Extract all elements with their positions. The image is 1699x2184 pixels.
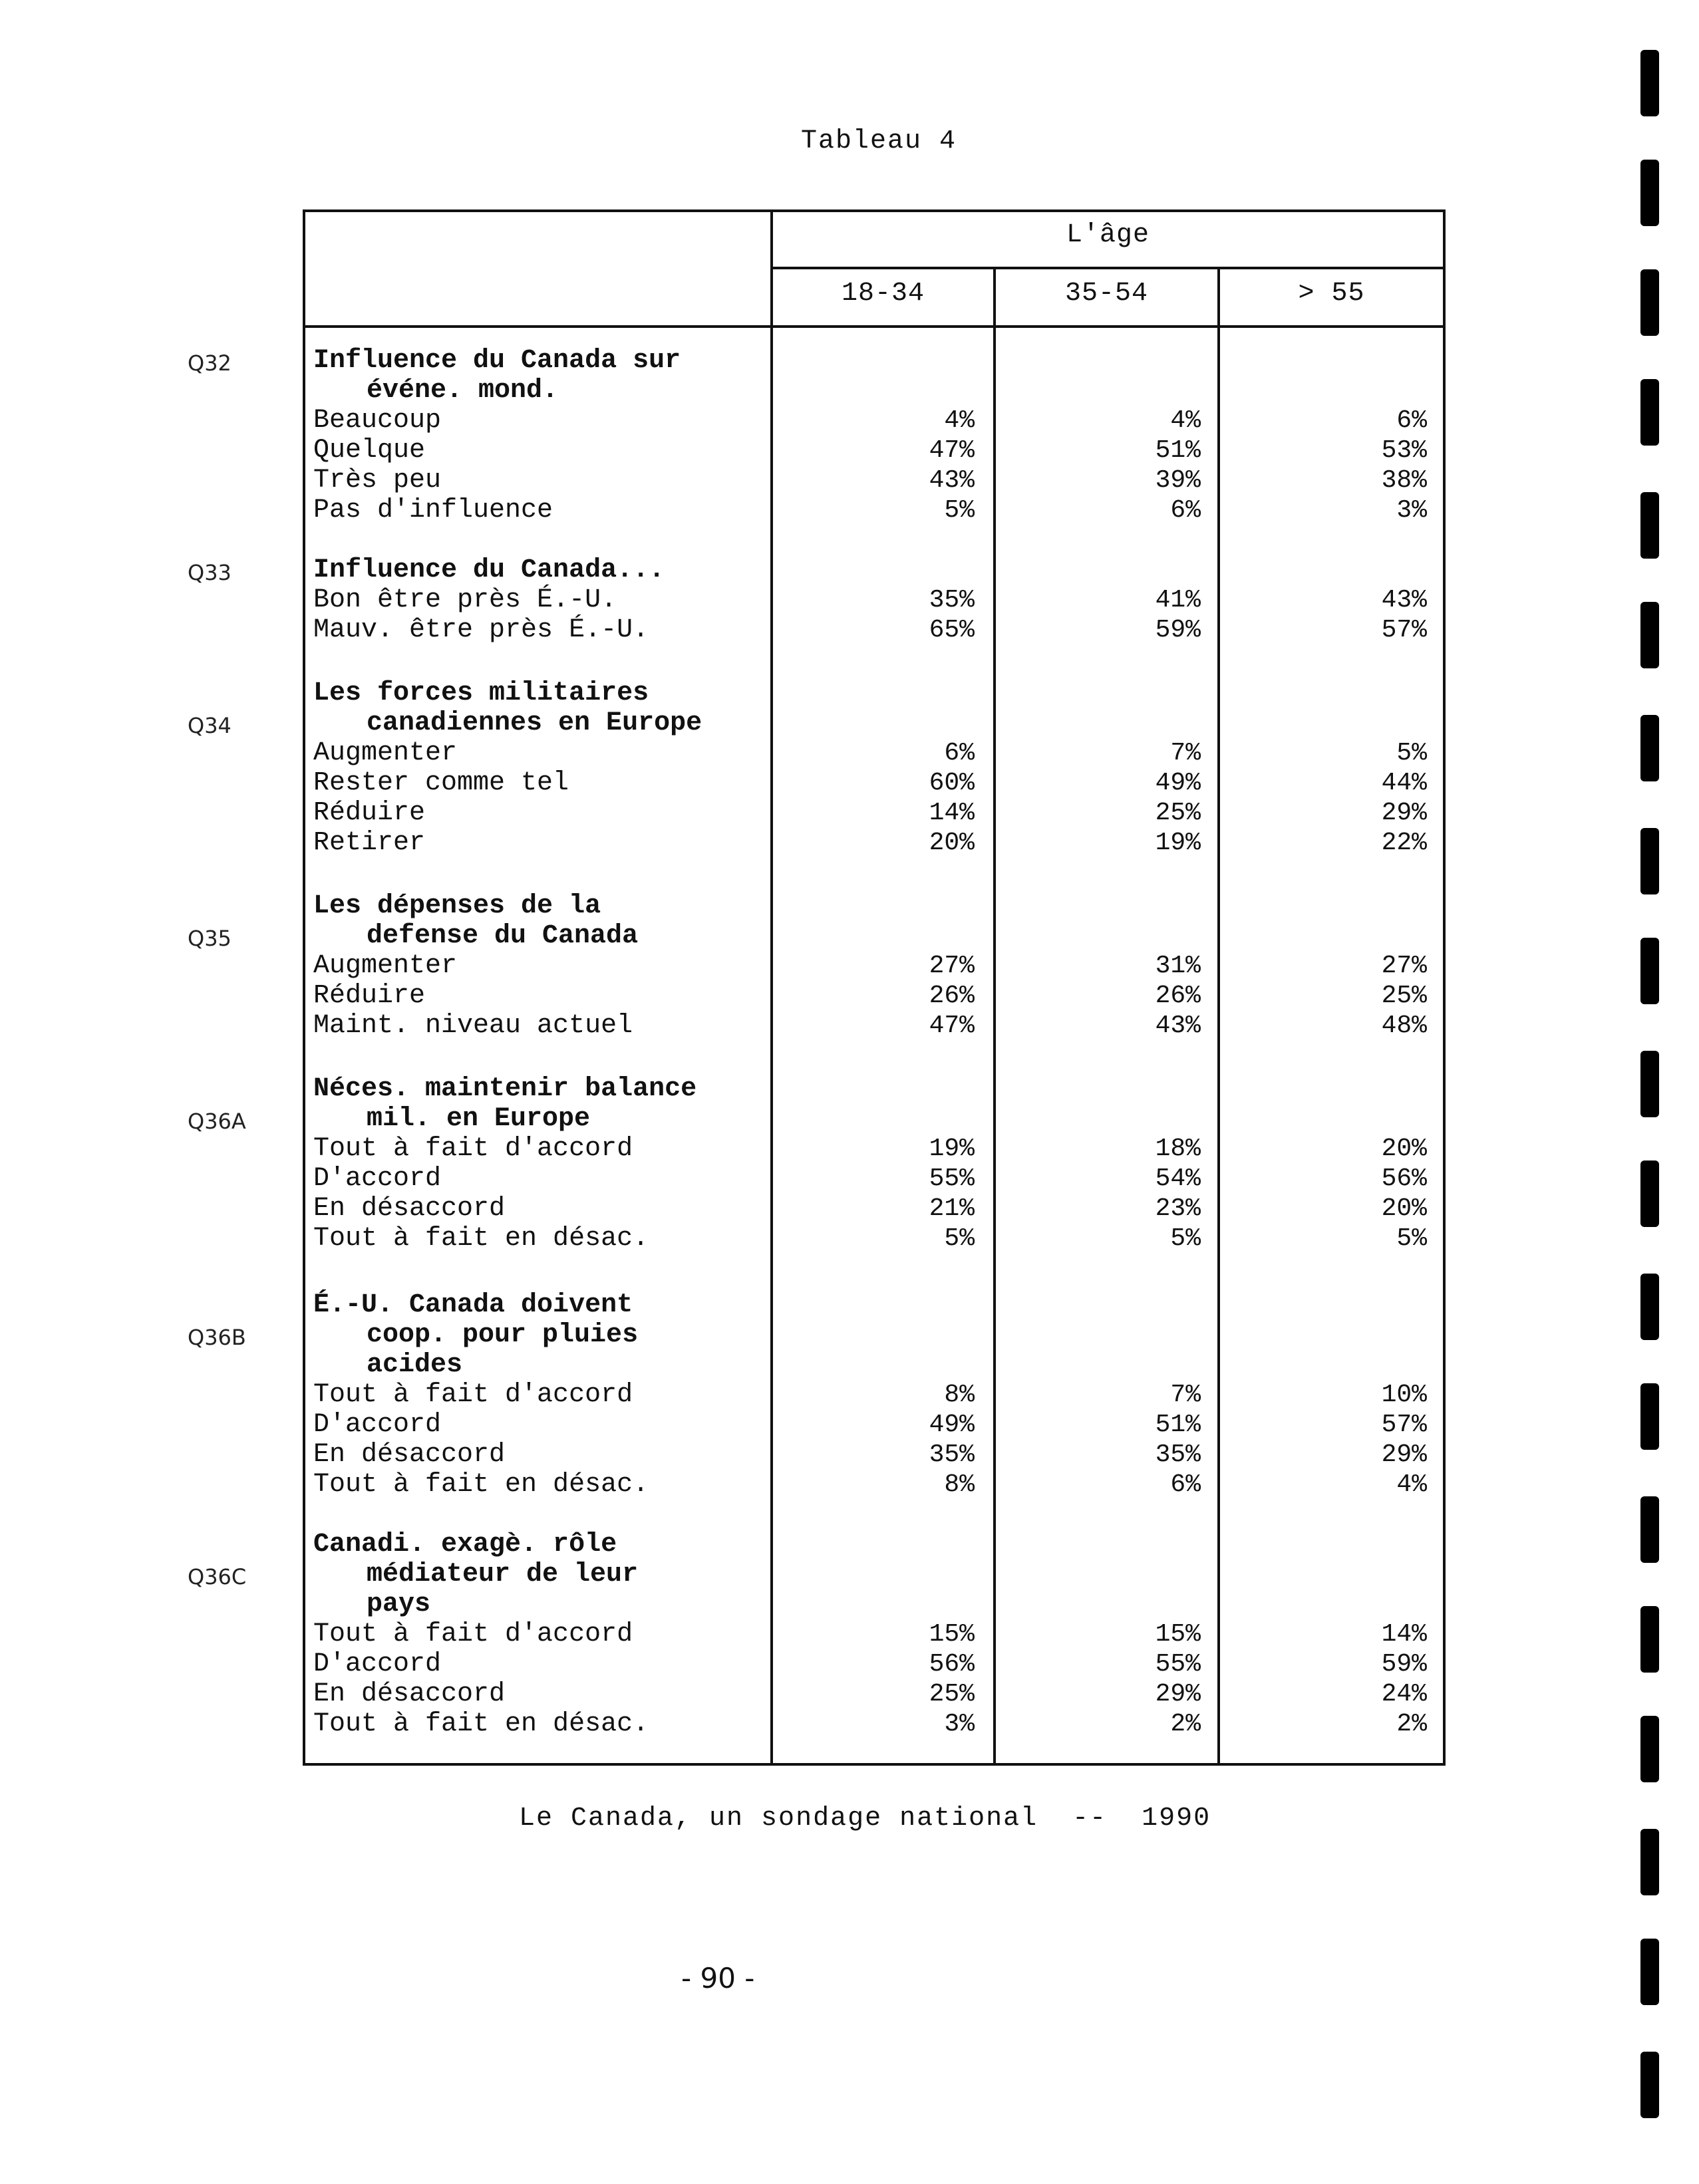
binding-hole-mark bbox=[1640, 1939, 1659, 2005]
row-label: Tout à fait d'accord bbox=[313, 1134, 633, 1164]
table-cell-value: 41% bbox=[1155, 586, 1201, 614]
question-label: Q36A bbox=[188, 1109, 246, 1134]
binding-hole-mark bbox=[1640, 160, 1659, 226]
table-cell-value: 54% bbox=[1155, 1164, 1201, 1193]
binding-hole-mark bbox=[1640, 492, 1659, 559]
table-cell-value: 18% bbox=[1155, 1135, 1201, 1163]
table-cell-value: 35% bbox=[929, 1440, 975, 1469]
table-cell-value: 6% bbox=[1170, 496, 1201, 525]
question-label: Q32 bbox=[188, 350, 232, 376]
table-cell-value: 5% bbox=[1396, 739, 1427, 767]
table-cell-value: 6% bbox=[944, 739, 975, 767]
value-column-1 bbox=[1068, 738, 1201, 858]
age-group-header: L'âge bbox=[1066, 220, 1150, 250]
page-number: - 90 - bbox=[681, 1962, 755, 1994]
row-label: Tout à fait d'accord bbox=[313, 1619, 633, 1649]
table-cell-value: 25% bbox=[929, 1680, 975, 1708]
row-label: Très peu bbox=[313, 466, 442, 495]
row-label: Beaucoup bbox=[313, 406, 442, 436]
table-cell-value: 4% bbox=[944, 406, 975, 435]
table-cell-value: 3% bbox=[1396, 496, 1427, 525]
section-heading: Les forces militaires bbox=[313, 678, 649, 708]
table-cell-value: 55% bbox=[1155, 1650, 1201, 1679]
value-column-0 bbox=[842, 1619, 975, 1739]
question-label: Q33 bbox=[188, 560, 232, 585]
table-cell-value: 6% bbox=[1170, 1470, 1201, 1499]
value-column-0 bbox=[842, 1134, 975, 1254]
table-cell-value: 47% bbox=[929, 1012, 975, 1040]
table-cell-value: 49% bbox=[929, 1411, 975, 1439]
binding-hole-mark bbox=[1640, 1383, 1659, 1450]
section-heading: Influence du Canada... bbox=[313, 555, 665, 585]
value-column-0 bbox=[842, 406, 975, 525]
table-cell-value: 59% bbox=[1155, 616, 1201, 644]
table-cell-value: 56% bbox=[929, 1650, 975, 1679]
binding-hole-mark bbox=[1640, 1716, 1659, 1782]
section-heading: Néces. maintenir balance bbox=[313, 1074, 697, 1104]
row-label: D'accord bbox=[313, 1164, 442, 1194]
row-label: D'accord bbox=[313, 1410, 442, 1440]
row-label: Rester comme tel bbox=[313, 768, 569, 798]
table-cell-value: 3% bbox=[944, 1710, 975, 1738]
binding-hole-mark bbox=[1640, 715, 1659, 781]
row-label: En désaccord bbox=[313, 1679, 506, 1709]
table-cell-value: 25% bbox=[1381, 982, 1427, 1010]
row-label: Mauv. être près É.-U. bbox=[313, 615, 649, 645]
section-heading: Canadi. exagè. rôle bbox=[313, 1530, 617, 1560]
table-cell-value: 27% bbox=[929, 952, 975, 980]
row-label: Tout à fait en désac. bbox=[313, 1224, 649, 1254]
table-cell-value: 26% bbox=[1155, 982, 1201, 1010]
table-cell-value: 25% bbox=[1155, 799, 1201, 827]
row-label: Maint. niveau actuel bbox=[313, 1011, 633, 1041]
row-label: En désaccord bbox=[313, 1440, 506, 1470]
value-column-1 bbox=[1068, 951, 1201, 1041]
table-cell-value: 19% bbox=[929, 1135, 975, 1163]
binding-hole-mark bbox=[1640, 1496, 1659, 1563]
table-cell-value: 4% bbox=[1170, 406, 1201, 435]
section-heading: canadiennes en Europe bbox=[367, 708, 702, 738]
binding-hole-mark bbox=[1640, 1606, 1659, 1673]
table-cell-value: 7% bbox=[1170, 739, 1201, 767]
table-cell-value: 4% bbox=[1396, 1470, 1427, 1499]
table-cell-value: 56% bbox=[1381, 1164, 1427, 1193]
value-column-2 bbox=[1294, 1380, 1427, 1500]
value-column-2 bbox=[1294, 1134, 1427, 1254]
footer-source: Le Canada, un sondage national -- 1990 bbox=[519, 1804, 1211, 1834]
table-cell-value: 10% bbox=[1381, 1381, 1427, 1409]
table-cell-value: 43% bbox=[1155, 1012, 1201, 1040]
table-cell-value: 29% bbox=[1381, 1440, 1427, 1469]
value-column-0 bbox=[842, 951, 975, 1041]
section-heading: Influence du Canada sur bbox=[313, 346, 681, 376]
table-cell-value: 5% bbox=[944, 1224, 975, 1253]
value-column-2 bbox=[1294, 585, 1427, 645]
row-label: Bon être près É.-U. bbox=[313, 585, 617, 615]
table-cell-value: 8% bbox=[944, 1381, 975, 1409]
table-cell-value: 8% bbox=[944, 1470, 975, 1499]
binding-hole-mark bbox=[1640, 1051, 1659, 1117]
value-column-0 bbox=[842, 585, 975, 645]
table-cell-value: 20% bbox=[1381, 1135, 1427, 1163]
row-label: Tout à fait en désac. bbox=[313, 1709, 649, 1739]
table-cell-value: 15% bbox=[1155, 1620, 1201, 1649]
column-header-18-34: 18-34 bbox=[841, 279, 925, 309]
question-label: Q34 bbox=[188, 713, 232, 738]
table-cell-value: 51% bbox=[1155, 436, 1201, 465]
section-heading: mil. en Europe bbox=[367, 1104, 591, 1134]
row-label: D'accord bbox=[313, 1649, 442, 1679]
binding-hole-mark bbox=[1640, 828, 1659, 894]
row-label: En désaccord bbox=[313, 1194, 506, 1224]
section-heading: pays bbox=[367, 1589, 431, 1619]
question-label: Q36B bbox=[188, 1325, 246, 1350]
binding-hole-mark bbox=[1640, 379, 1659, 446]
table-cell-value: 43% bbox=[1381, 586, 1427, 614]
value-column-1 bbox=[1068, 1619, 1201, 1739]
table-cell-value: 23% bbox=[1155, 1194, 1201, 1223]
binding-hole-mark bbox=[1640, 269, 1659, 336]
table-cell-value: 2% bbox=[1170, 1710, 1201, 1738]
table-cell-value: 65% bbox=[929, 616, 975, 644]
binding-hole-mark bbox=[1640, 1829, 1659, 1895]
section-heading: événe. mond. bbox=[367, 376, 559, 406]
section-heading: É.-U. Canada doivent bbox=[313, 1290, 633, 1320]
table-cell-value: 29% bbox=[1381, 799, 1427, 827]
row-label: Pas d'influence bbox=[313, 495, 553, 525]
table-cell-value: 24% bbox=[1381, 1680, 1427, 1708]
table-cell-value: 31% bbox=[1155, 952, 1201, 980]
value-column-1 bbox=[1068, 406, 1201, 525]
row-label: Augmenter bbox=[313, 951, 458, 981]
binding-hole-mark bbox=[1640, 1160, 1659, 1227]
binding-hole-mark bbox=[1640, 50, 1659, 116]
section-heading: defense du Canada bbox=[367, 921, 639, 951]
binding-hole-mark bbox=[1640, 602, 1659, 668]
section-heading: Les dépenses de la bbox=[313, 891, 601, 921]
value-column-2 bbox=[1294, 1619, 1427, 1739]
row-label: Quelque bbox=[313, 436, 426, 466]
table-cell-value: 44% bbox=[1381, 769, 1427, 797]
divider-col-2 bbox=[1217, 267, 1220, 1766]
row-label: Retirer bbox=[313, 828, 426, 858]
question-label: Q35 bbox=[188, 926, 232, 951]
table-cell-value: 55% bbox=[929, 1164, 975, 1193]
table-cell-value: 27% bbox=[1381, 952, 1427, 980]
table-title: Tableau 4 bbox=[801, 126, 957, 156]
table-cell-value: 53% bbox=[1381, 436, 1427, 465]
value-column-1 bbox=[1068, 585, 1201, 645]
table-cell-value: 20% bbox=[1381, 1194, 1427, 1223]
table-cell-value: 21% bbox=[929, 1194, 975, 1223]
table-cell-value: 29% bbox=[1155, 1680, 1201, 1708]
table-cell-value: 57% bbox=[1381, 616, 1427, 644]
value-column-1 bbox=[1068, 1380, 1201, 1500]
table-cell-value: 51% bbox=[1155, 1411, 1201, 1439]
table-cell-value: 5% bbox=[1170, 1224, 1201, 1253]
value-column-2 bbox=[1294, 738, 1427, 858]
table-cell-value: 7% bbox=[1170, 1381, 1201, 1409]
table-cell-value: 19% bbox=[1155, 829, 1201, 857]
table-cell-value: 5% bbox=[944, 496, 975, 525]
column-header-35-54: 35-54 bbox=[1064, 279, 1149, 309]
table-cell-value: 47% bbox=[929, 436, 975, 465]
binding-hole-mark bbox=[1640, 938, 1659, 1004]
table-cell-value: 15% bbox=[929, 1620, 975, 1649]
section-heading: acides bbox=[367, 1350, 463, 1380]
header-bottom-line bbox=[303, 325, 1446, 328]
table-cell-value: 59% bbox=[1381, 1650, 1427, 1679]
section-heading: coop. pour pluies bbox=[367, 1320, 639, 1350]
value-column-2 bbox=[1294, 406, 1427, 525]
table-cell-value: 14% bbox=[929, 799, 975, 827]
table-cell-value: 39% bbox=[1155, 466, 1201, 495]
header-divider bbox=[770, 267, 1446, 269]
data-table bbox=[303, 209, 1446, 1766]
row-label: Réduire bbox=[313, 798, 426, 828]
row-label: Augmenter bbox=[313, 738, 458, 768]
value-column-1 bbox=[1068, 1134, 1201, 1254]
table-cell-value: 14% bbox=[1381, 1620, 1427, 1649]
table-cell-value: 38% bbox=[1381, 466, 1427, 495]
column-header-55-plus: > 55 bbox=[1298, 279, 1365, 309]
table-cell-value: 6% bbox=[1396, 406, 1427, 435]
binding-hole-mark bbox=[1640, 2052, 1659, 2118]
table-cell-value: 22% bbox=[1381, 829, 1427, 857]
table-cell-value: 49% bbox=[1155, 769, 1201, 797]
row-label: Tout à fait d'accord bbox=[313, 1380, 633, 1410]
table-cell-value: 60% bbox=[929, 769, 975, 797]
value-column-0 bbox=[842, 1380, 975, 1500]
value-column-2 bbox=[1294, 951, 1427, 1041]
section-heading: médiateur de leur bbox=[367, 1560, 639, 1589]
table-cell-value: 43% bbox=[929, 466, 975, 495]
table-cell-value: 5% bbox=[1396, 1224, 1427, 1253]
binding-hole-mark bbox=[1640, 1274, 1659, 1340]
table-cell-value: 26% bbox=[929, 982, 975, 1010]
table-cell-value: 35% bbox=[1155, 1440, 1201, 1469]
row-label: Réduire bbox=[313, 981, 426, 1011]
value-column-0 bbox=[842, 738, 975, 858]
table-cell-value: 57% bbox=[1381, 1411, 1427, 1439]
table-cell-value: 20% bbox=[929, 829, 975, 857]
row-label: Tout à fait en désac. bbox=[313, 1470, 649, 1500]
table-cell-value: 48% bbox=[1381, 1012, 1427, 1040]
table-cell-value: 35% bbox=[929, 586, 975, 614]
table-cell-value: 2% bbox=[1396, 1710, 1427, 1738]
question-label: Q36C bbox=[188, 1564, 247, 1589]
